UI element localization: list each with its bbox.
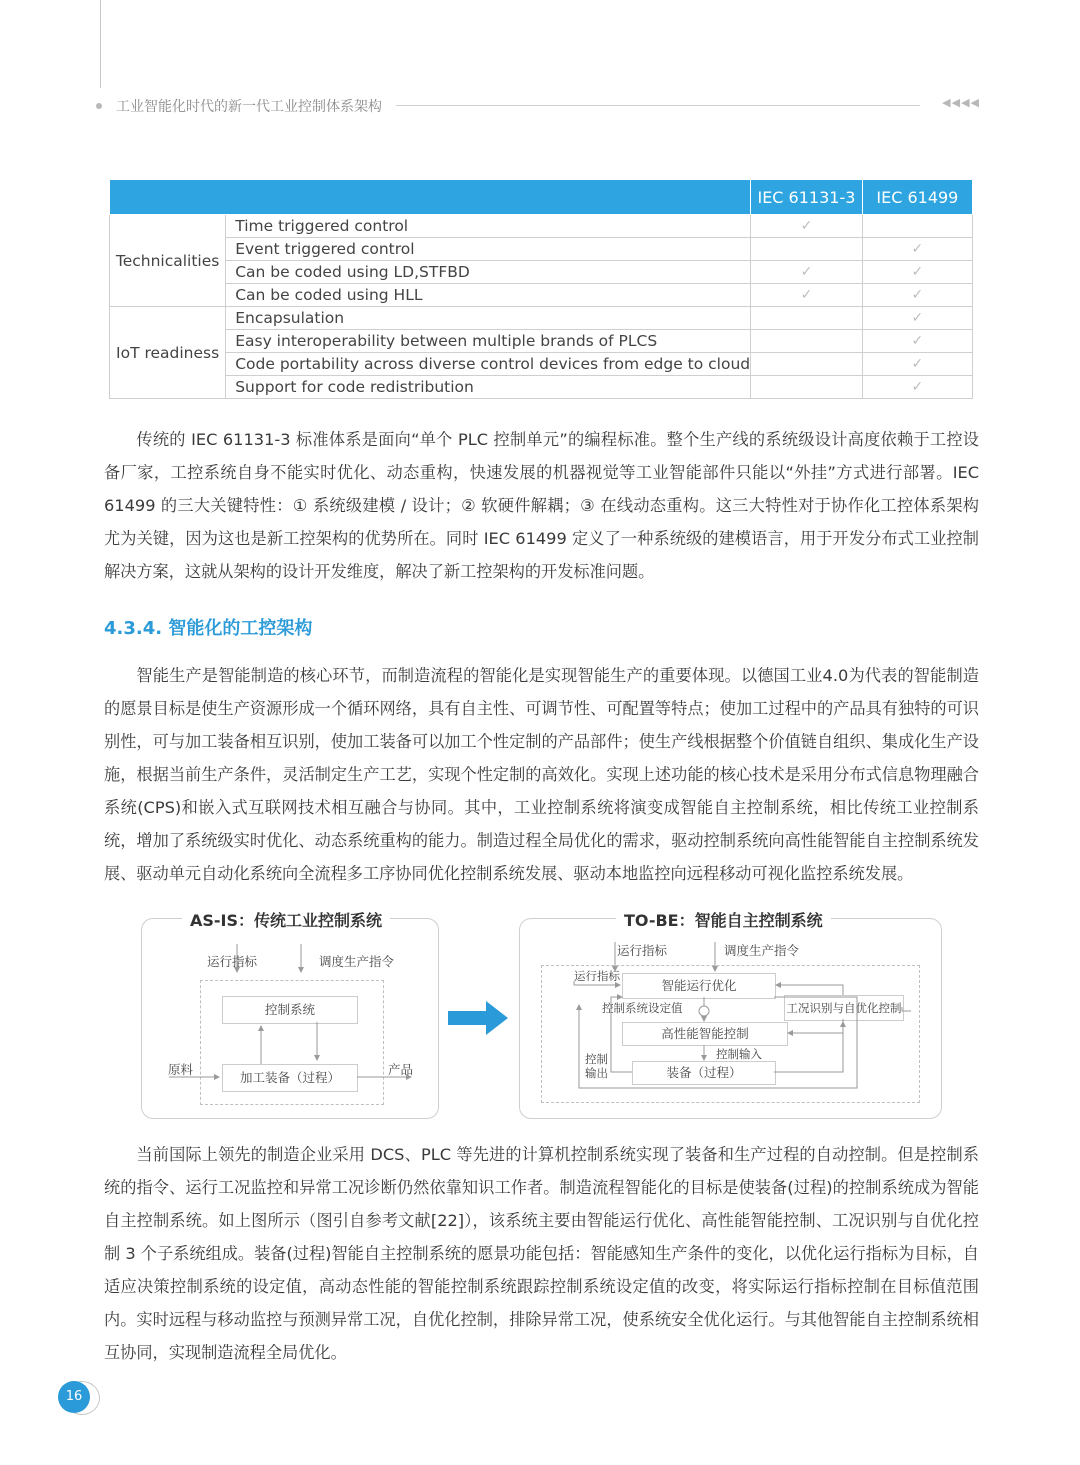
transition-arrow-icon — [446, 998, 510, 1038]
tobe-control-input-label: 控制输入 — [716, 1047, 762, 1061]
header-arrows-icon: ◀◀◀◀ — [942, 96, 980, 109]
table-row — [110, 238, 973, 261]
paragraph-text: 当前国际上领先的制造企业采用 DCS、PLC 等先进的计算机控制系统实现了装备和生产过程的自动控制。但是控制系统的指令、运行工况监控和异常工况诊断仍然依靠知识工作者。制造流程智能化的目标是使装备(过程)的控制系统成为智能自主控制系统。如上图所示（图引自参考文献[22]），该系统主要由智能运行优化、高性能智能控制、工况识别与自优化控制 3 个子系统组成。装备(过程)智能自主控制系统的愿景功能包括：智能感知生产条件的变化，以优化运行指标为目标，自适应决策控制系统的设定值，高动态性能的智能控制系统跟踪控制系统设定值的改变，将实际运行指标控制在目标值范围内。实时远程与移动监控与预测异常工况，自优化控制，排除异常工况，使系统安全优化运行。与其他智能自主控制系统相互协同，实现制造流程全局优化。 — [104, 1145, 979, 1362]
asis-input-schedule: 调度生产指令 — [319, 954, 395, 969]
check-icon — [751, 330, 863, 353]
feature-cell: Support for code redistribution — [226, 376, 751, 399]
table-row — [110, 376, 973, 399]
comparison-table — [109, 179, 973, 399]
asis-title: AS-IS：传统工业控制系统 — [182, 908, 390, 931]
tobe-setpoint-label: 控制系统设定值 — [602, 1001, 683, 1015]
feature-cell: Code portability across diverse control devices from edge to cloud — [226, 353, 751, 376]
tobe-control-output-label: 控制 输出 — [585, 1052, 608, 1080]
paragraph-iec — [104, 423, 979, 588]
check-icon — [751, 376, 863, 399]
asis-equipment-box: 加工装备（过程） — [222, 1064, 358, 1092]
check-icon: ✓ — [862, 307, 972, 330]
check-icon: ✓ — [862, 376, 972, 399]
header-title: 工业智能化时代的新一代工业控制体系架构 — [116, 99, 382, 115]
tobe-control-box: 高性能智能控制 — [622, 1022, 788, 1046]
feature-cell: Can be coded using HLL — [226, 284, 751, 307]
tobe-input-kpi: 运行指标 — [617, 943, 668, 958]
feature-cell: Encapsulation — [226, 307, 751, 330]
table-row — [110, 261, 973, 284]
table-header-blank — [110, 180, 751, 215]
group-technicalities: Technicalities — [110, 215, 226, 307]
asis-connectors — [141, 918, 437, 1117]
check-icon — [751, 238, 863, 261]
check-icon: ✓ — [751, 215, 863, 238]
check-icon: ✓ — [751, 261, 863, 284]
running-header — [96, 96, 980, 116]
check-icon: ✓ — [862, 261, 972, 284]
header-rule — [396, 105, 920, 106]
feature-cell: Time triggered control — [226, 215, 751, 238]
check-icon — [751, 353, 863, 376]
bullet-dot — [96, 103, 102, 109]
group-iot-readiness: IoT readiness — [110, 307, 226, 399]
check-icon: ✓ — [862, 330, 972, 353]
asis-raw-material: 原料 — [168, 1062, 194, 1077]
table-row — [110, 330, 973, 353]
feature-cell: Event triggered control — [226, 238, 751, 261]
tobe-equipment-box: 装备（过程） — [632, 1061, 776, 1085]
feature-cell: Easy interoperability between multiple brands of PLCS — [226, 330, 751, 353]
tobe-input-schedule: 调度生产指令 — [724, 943, 800, 958]
tobe-optimization-box: 智能运行优化 — [622, 973, 776, 999]
margin-line — [100, 0, 101, 88]
paragraph-text: 智能生产是智能制造的核心环节，而制造流程的智能化是实现智能生产的重要体现。以德国工业4.0为代表的智能制造的愿景目标是使生产资源形成一个循环网络，具有自主性、可调节性、可配置等特点；使加工过程中的产品具有独特的可识别性，可与加工装备相互识别，使加工装备可以加工个性定制的产品部件；使生产线根据整个价值链自组织、集成化生产设施，根据当前生产条件，灵活制定生产工艺，实现个性定制的高效化。实现上述功能的核心技术是采用分布式信息物理融合系统(CPS)和嵌入式互联网技术相互融合与协同。其中，工业控制系统将演变成智能自主控制系统，相比传统工业控制系统，增加了系统级实时优化、动态系统重构的能力。制造过程全局优化的需求，驱动控制系统向高性能智能自主控制系统发展、驱动单元自动化系统向全流程多工序协同优化控制系统发展、驱动本地监控向远程移动可视化监控系统发展。 — [104, 666, 979, 883]
tobe-kpi-label: 运行指标 — [574, 969, 620, 983]
section-title: 4.3.4. 智能化的工控架构 — [104, 618, 313, 639]
check-icon — [862, 215, 972, 238]
tobe-title: TO-BE：智能自主控制系统 — [616, 908, 831, 931]
table-row — [110, 284, 973, 307]
check-icon: ✓ — [751, 284, 863, 307]
asis-product: 产品 — [388, 1062, 414, 1077]
check-icon: ✓ — [862, 284, 972, 307]
table-row — [110, 353, 973, 376]
feature-cell: Can be coded using LD,STFBD — [226, 261, 751, 284]
tobe-identification-box: 工况识别与自优化控制 — [784, 995, 904, 1021]
tobe-connectors — [519, 918, 940, 1117]
check-icon: ✓ — [862, 238, 972, 261]
asis-input-kpi: 运行指标 — [207, 954, 258, 969]
paragraph-smart-production — [104, 659, 979, 890]
table-row — [110, 215, 973, 238]
check-icon — [751, 307, 863, 330]
paragraph-text: 传统的 IEC 61131-3 标准体系是面向“单个 PLC 控制单元”的编程标准。整个生产线的系统级设计高度依赖于工控设备厂家，工控系统自身不能实时优化、动态重构，快速发展的机器视觉等工业智能部件只能以“外挂”方式进行部署。IEC 61499 的三大关键特性：① 系统级建模 / 设计；② 软硬件解耦；③ 在线动态重构。这三大特性对于协作化工控体系架构尤为关键，因为这也是新工控架构的优势所在。同时 IEC 61499 定义了一种系统级的建模语言，用于开发分布式工业控制解决方案，这就从架构的设计开发维度，解决了新工控架构的开发标准问题。 — [104, 430, 979, 581]
table-header-iec61131: IEC 61131-3 — [751, 180, 863, 215]
table-header-iec61499: IEC 61499 — [862, 180, 972, 215]
check-icon: ✓ — [862, 353, 972, 376]
page-number: 16 — [58, 1381, 90, 1413]
paragraph-autonomous-control — [104, 1138, 979, 1369]
asis-control-box: 控制系统 — [222, 996, 358, 1024]
table-row — [110, 307, 973, 330]
table-header-row — [110, 180, 973, 215]
